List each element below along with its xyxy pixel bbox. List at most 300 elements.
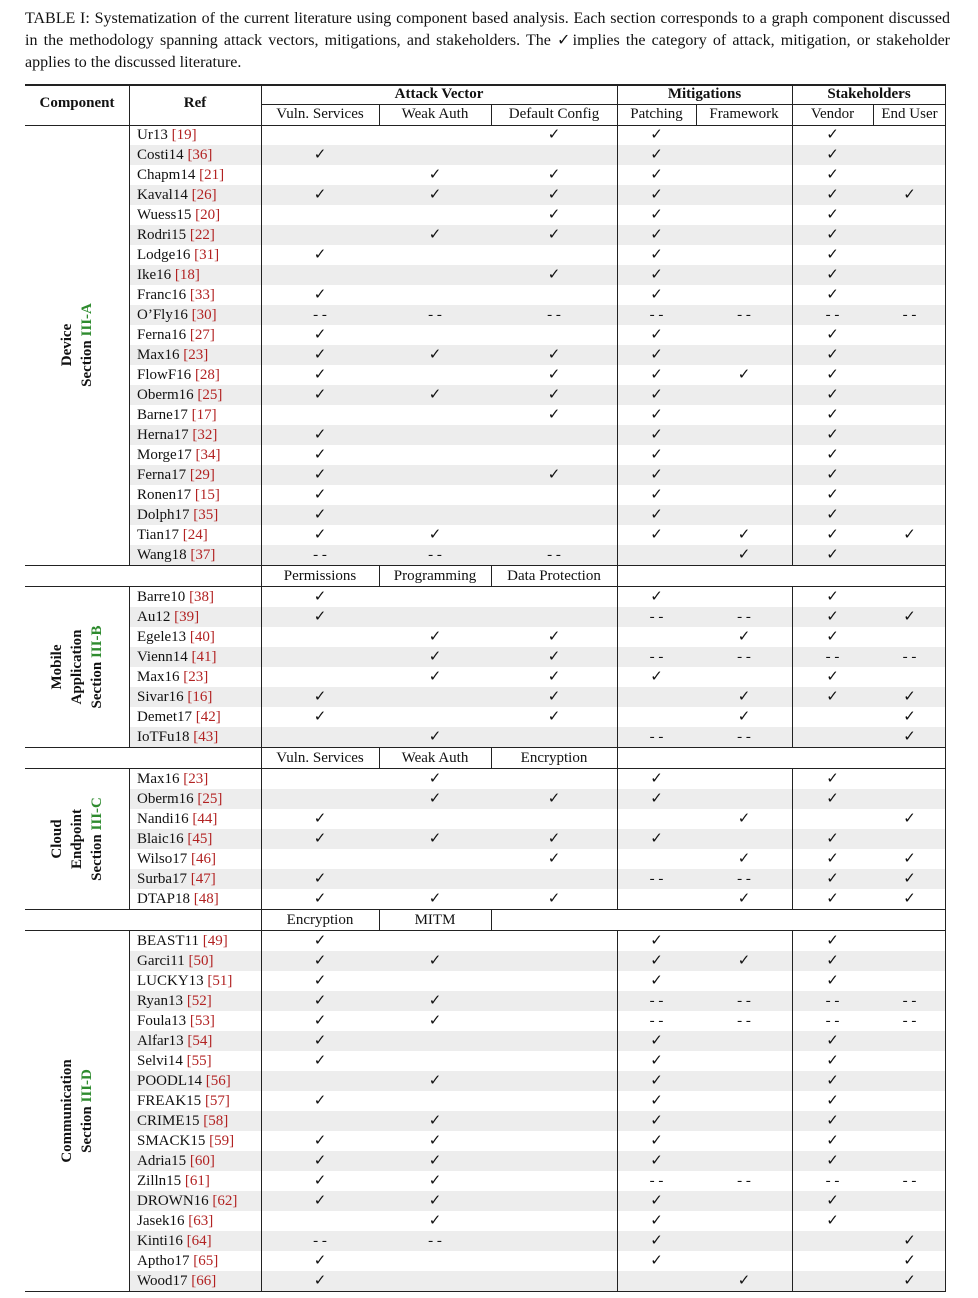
citation-link[interactable]: [23]: [183, 347, 209, 363]
check-mark: ✓: [826, 407, 839, 423]
check-mark: ✓: [313, 1253, 327, 1269]
check-mark: ✓: [650, 347, 663, 363]
citation-link[interactable]: [48]: [193, 891, 219, 907]
component-name: [57, 1059, 97, 1162]
na-mark: - -: [737, 1173, 751, 1189]
check-mark: ✓: [313, 1033, 327, 1049]
citation-link[interactable]: [26]: [191, 187, 217, 203]
ref-cell: [137, 869, 216, 889]
check-mark: ✓: [547, 649, 561, 665]
citation-link[interactable]: [45]: [187, 831, 213, 847]
check-mark: ✓: [650, 467, 663, 483]
citation-link[interactable]: [50]: [188, 953, 214, 969]
na-mark: - -: [825, 649, 840, 665]
ref-cell: [137, 647, 217, 667]
ref-cell: [137, 687, 212, 707]
citation-link[interactable]: [35]: [193, 507, 219, 523]
ref-name: Alfar13: [137, 1033, 184, 1049]
ref-name: Max16: [137, 669, 180, 685]
citation-link[interactable]: [40]: [189, 629, 215, 645]
check-mark: ✓: [547, 467, 561, 483]
ref-cell: [137, 445, 220, 465]
check-mark: ✓: [737, 527, 751, 543]
citation-link[interactable]: [63]: [188, 1213, 214, 1229]
ref-cell: [137, 465, 215, 485]
na-mark: - -: [649, 1013, 664, 1029]
na-mark: - -: [313, 307, 327, 323]
attack-col-header: MITM: [414, 912, 456, 928]
check-mark: ✓: [903, 187, 916, 203]
ref-name: Jasek16: [137, 1213, 185, 1229]
check-mark: ✓: [547, 689, 561, 705]
citation-link[interactable]: [27]: [189, 327, 215, 343]
na-mark: - -: [902, 1013, 917, 1029]
citation-link[interactable]: [41]: [191, 649, 217, 665]
check-mark: ✓: [547, 831, 561, 847]
citation-link[interactable]: [66]: [191, 1273, 217, 1289]
ref-cell: [137, 1051, 212, 1071]
check-mark: ✓: [903, 1273, 916, 1289]
citation-link[interactable]: [21]: [199, 167, 225, 183]
check-mark: ✓: [650, 167, 663, 183]
check-mark: ✓: [737, 811, 751, 827]
check-mark: ✓: [313, 973, 327, 989]
check-mark: ✓: [650, 247, 663, 263]
ref-cell: [137, 345, 208, 365]
ref-cell: [137, 225, 215, 245]
ref-cell: [137, 1071, 231, 1091]
ref-name: SMACK15: [137, 1133, 206, 1149]
citation-link[interactable]: [22]: [189, 227, 215, 243]
check-mark: ✓: [826, 933, 839, 949]
ref-name: Ur13: [137, 127, 168, 143]
check-mark: ✓: [826, 527, 839, 543]
citation-link[interactable]: [20]: [195, 207, 221, 223]
citation-link[interactable]: [42]: [195, 709, 221, 725]
ref-cell: [137, 1091, 230, 1111]
citation-link[interactable]: [25]: [197, 791, 223, 807]
citation-link[interactable]: [28]: [194, 367, 220, 383]
check-mark: ✓: [428, 669, 442, 685]
check-mark: ✓: [826, 891, 839, 907]
citation-link[interactable]: [29]: [189, 467, 215, 483]
row-stripe: [129, 1271, 946, 1291]
attack-col-header: Encryption: [520, 750, 588, 766]
citation-link[interactable]: [61]: [184, 1173, 210, 1189]
check-mark: ✓: [547, 709, 561, 725]
ref-cell: [137, 405, 217, 425]
check-mark: ✓: [313, 953, 327, 969]
ref-cell: [137, 165, 224, 185]
ref-cell: [137, 789, 222, 809]
row-stripe: [129, 1231, 946, 1251]
ref-name: Wilso17: [137, 851, 188, 867]
citation-link[interactable]: [49]: [202, 933, 228, 949]
component-line: Device: [59, 323, 75, 367]
check-mark: ✓: [650, 1053, 663, 1069]
ref-cell: [137, 1251, 218, 1271]
ref-cell: [137, 485, 220, 505]
check-mark: ✓: [650, 407, 663, 423]
ref-cell: [137, 245, 219, 265]
check-mark: ✓: [826, 1133, 839, 1149]
check-mark: ✓: [826, 187, 839, 203]
ref-name: LUCKY13: [137, 973, 204, 989]
check-mark: ✓: [826, 467, 839, 483]
column-rule: [617, 931, 618, 1291]
ref-cell: [137, 587, 214, 607]
ref-cell: [137, 809, 217, 829]
check-mark: ✓: [313, 367, 327, 383]
citation-link[interactable]: [59]: [209, 1133, 235, 1149]
check-mark: ✓: [313, 831, 327, 847]
na-mark: - -: [737, 993, 751, 1009]
column-rule: [792, 125, 793, 565]
ref-cell: [137, 185, 217, 205]
citation-link[interactable]: [18]: [174, 267, 200, 283]
column-rule: [379, 104, 380, 125]
check-mark: ✓: [903, 851, 916, 867]
citation-link[interactable]: [33]: [189, 287, 215, 303]
citation-link[interactable]: [60]: [189, 1153, 215, 1169]
citation-link[interactable]: [64]: [186, 1233, 212, 1249]
check-mark: ✓: [428, 1153, 442, 1169]
check-mark: ✓: [547, 187, 561, 203]
column-rule: [261, 84, 262, 125]
check-mark: ✓: [428, 167, 442, 183]
check-mark: ✓: [826, 347, 839, 363]
attack-col-header: Encryption: [286, 912, 354, 928]
citation-link[interactable]: [43]: [193, 729, 219, 745]
ref-name: Barre10: [137, 589, 186, 605]
check-mark: ✓: [428, 387, 442, 403]
column-rule: [873, 104, 874, 125]
check-mark: ✓: [428, 791, 442, 807]
attack-col-header: Default Config: [508, 106, 600, 122]
check-mark: ✓: [826, 387, 839, 403]
component-label: [25, 125, 129, 565]
check-mark: ✓: [826, 207, 839, 223]
na-mark: - -: [428, 307, 442, 323]
ref-cell: [137, 1111, 228, 1131]
component-line: Endpoint: [69, 808, 85, 870]
attack-col-header: Vuln. Services: [276, 106, 364, 122]
check-mark: ✓: [428, 227, 442, 243]
citation-link[interactable]: [39]: [174, 609, 200, 625]
ref-name: Wang18: [137, 547, 187, 563]
check-mark: ✓: [428, 1133, 442, 1149]
attack-col-header: Data Protection: [507, 568, 601, 584]
na-mark: - -: [737, 649, 751, 665]
section-ref-link[interactable]: III-B: [89, 625, 105, 659]
check-mark: ✓: [547, 367, 561, 383]
column-rule: [792, 931, 793, 1291]
ref-cell: [137, 889, 219, 909]
check-mark: ✓: [650, 1113, 663, 1129]
check-mark: ✓: [313, 347, 327, 363]
attack-col-header: Vuln. Services: [276, 750, 364, 766]
ref-name: DTAP18: [137, 891, 190, 907]
ref-name: Selvi14: [137, 1053, 183, 1069]
citation-link[interactable]: [15]: [194, 487, 220, 503]
citation-link[interactable]: [47]: [190, 871, 216, 887]
check-mark: ✓: [650, 427, 663, 443]
component-line: Section III-A: [79, 303, 95, 387]
check-mark: ✓: [826, 167, 839, 183]
ref-name: Franc16: [137, 287, 187, 303]
stakeholders-header: Stakeholders: [827, 86, 911, 102]
ref-name: O’Fly16: [137, 307, 188, 323]
citation-link[interactable]: [58]: [203, 1113, 229, 1129]
ref-cell: [137, 265, 200, 285]
column-rule: [945, 84, 946, 1291]
ref-name: Blaic16: [137, 831, 184, 847]
check-mark: ✓: [547, 669, 561, 685]
section-ref-link[interactable]: III-D: [79, 1069, 95, 1103]
check-mark: ✓: [650, 1133, 663, 1149]
citation-link[interactable]: [38]: [189, 589, 215, 605]
na-mark: - -: [547, 307, 561, 323]
ref-cell: [137, 707, 221, 727]
citation-link[interactable]: [65]: [193, 1253, 219, 1269]
check-mark: ✓: [903, 811, 916, 827]
check-mark: ✓: [650, 387, 663, 403]
ref-name: Kaval14: [137, 187, 188, 203]
check-mark: ✓: [650, 973, 663, 989]
ref-name: Garci11: [137, 953, 185, 969]
column-rule: [129, 125, 130, 565]
ref-cell: [137, 991, 212, 1011]
citation-link[interactable]: [37]: [190, 547, 216, 563]
component-header: Component: [39, 95, 115, 111]
check-mark: ✓: [650, 207, 663, 223]
na-mark: - -: [547, 547, 561, 563]
citation-link[interactable]: [31]: [194, 247, 220, 263]
ref-name: Sivar16: [137, 689, 184, 705]
na-mark: - -: [649, 729, 664, 745]
ref-name: Ferna16: [137, 327, 187, 343]
citation-link[interactable]: [17]: [191, 407, 217, 423]
check-mark: ✓: [826, 831, 839, 847]
citation-link[interactable]: [57]: [204, 1093, 230, 1109]
check-mark: ✓: [650, 1073, 663, 1089]
check-mark: ✓: [313, 891, 327, 907]
stakeholder-col-header: Vendor: [810, 106, 855, 122]
check-mark: ✓: [313, 487, 327, 503]
check-mark: ✓: [650, 187, 663, 203]
ref-name: POODL14: [137, 1073, 203, 1089]
citation-link[interactable]: [52]: [186, 993, 212, 1009]
citation-link[interactable]: [51]: [207, 973, 233, 989]
check-mark: ✓: [826, 547, 839, 563]
ref-name: Lodge16: [137, 247, 191, 263]
check-mark: ✓: [650, 507, 663, 523]
ref-cell: [137, 971, 232, 991]
check-mark: ✓: [826, 1213, 839, 1229]
check-mark: ✓: [428, 527, 442, 543]
citation-link[interactable]: [56]: [205, 1073, 231, 1089]
citation-link[interactable]: [25]: [197, 387, 223, 403]
column-rule: [379, 566, 380, 586]
check-mark: ✓: [903, 709, 916, 725]
citation-link[interactable]: [36]: [187, 147, 213, 163]
component-name: [47, 626, 107, 709]
ref-name: Ike16: [137, 267, 172, 283]
na-mark: - -: [902, 993, 917, 1009]
citation-link[interactable]: [44]: [192, 811, 218, 827]
citation-link[interactable]: [24]: [182, 527, 208, 543]
na-mark: - -: [649, 1173, 664, 1189]
check-mark: ✓: [826, 227, 839, 243]
check-mark: ✓: [428, 649, 442, 665]
column-rule: [491, 104, 492, 125]
section-ref-link[interactable]: III-A: [79, 303, 95, 337]
check-mark: ✓: [650, 933, 663, 949]
ref-cell: [137, 1171, 210, 1191]
ref-cell: [137, 505, 218, 525]
check-mark: ✓: [428, 1113, 442, 1129]
ref-name: Au12: [137, 609, 171, 625]
citation-link[interactable]: [53]: [189, 1013, 215, 1029]
column-rule: [617, 84, 618, 125]
check-mark: ✓: [650, 831, 663, 847]
citation-link[interactable]: [55]: [186, 1053, 212, 1069]
na-mark: - -: [737, 729, 751, 745]
citation-link[interactable]: [54]: [187, 1033, 213, 1049]
column-rule: [379, 748, 380, 768]
citation-link[interactable]: [19]: [171, 127, 197, 143]
citation-link[interactable]: [16]: [187, 689, 213, 705]
check-mark: ✓: [428, 953, 442, 969]
ref-cell: [137, 1211, 213, 1231]
section-ref-link[interactable]: III-C: [89, 797, 105, 831]
check-mark: ✓: [313, 287, 327, 303]
check-mark: ✓: [903, 609, 916, 625]
check-mark: ✓: [428, 1213, 442, 1229]
column-rule: [379, 910, 380, 930]
check-mark: ✓: [428, 831, 442, 847]
ref-name: Egele13: [137, 629, 187, 645]
check-mark: ✓: [826, 1153, 839, 1169]
ref-name: Oberm16: [137, 387, 194, 403]
na-mark: - -: [649, 307, 664, 323]
ref-header: Ref: [183, 95, 207, 111]
component-name: [47, 797, 107, 881]
check-mark: ✓: [903, 891, 916, 907]
column-rule: [261, 566, 262, 586]
check-mark: ✓: [313, 1093, 327, 1109]
check-mark: ✓: [903, 1233, 916, 1249]
component-line: Section III-D: [79, 1069, 95, 1153]
check-mark: ✓: [547, 227, 561, 243]
ref-cell: [137, 365, 220, 385]
check-mark: ✓: [428, 729, 442, 745]
check-mark: ✓: [313, 1193, 327, 1209]
column-rule: [617, 587, 618, 747]
check-mark: ✓: [313, 327, 327, 343]
mitigation-col-header: Framework: [709, 106, 779, 122]
citation-link[interactable]: [23]: [183, 771, 209, 787]
check-mark: ✓: [547, 407, 561, 423]
check-mark: ✓: [650, 287, 663, 303]
ref-cell: [137, 951, 214, 971]
check-mark: ✓: [650, 953, 663, 969]
column-rule: [792, 84, 793, 125]
component-line: Application: [69, 629, 85, 705]
check-mark: ✓: [313, 709, 327, 725]
na-mark: - -: [649, 993, 664, 1009]
ref-cell: [137, 1031, 212, 1051]
check-mark: ✓: [903, 871, 916, 887]
ref-cell: [137, 931, 228, 951]
ref-name: Wood17: [137, 1273, 188, 1289]
check-mark: ✓: [826, 127, 839, 143]
check-mark: ✓: [313, 1133, 327, 1149]
na-mark: - -: [902, 307, 917, 323]
check-mark: ✓: [547, 127, 561, 143]
citation-link[interactable]: [34]: [195, 447, 221, 463]
column-rule: [792, 587, 793, 747]
component-line: Cloud: [49, 819, 65, 859]
attack-col-header: Weak Auth: [401, 106, 469, 122]
check-mark: ✓: [826, 287, 839, 303]
ref-name: IoTFu18: [137, 729, 190, 745]
check-mark: ✓: [313, 689, 327, 705]
attack-col-header: Weak Auth: [401, 750, 469, 766]
citation-link[interactable]: [46]: [190, 851, 216, 867]
ref-cell: [137, 727, 218, 747]
check-mark: ✓: [650, 1033, 663, 1049]
column-rule: [261, 931, 262, 1291]
ref-cell: [137, 425, 217, 445]
check-mark: ✓: [826, 267, 839, 283]
citation-link[interactable]: [32]: [192, 427, 218, 443]
check-mark: ✓: [826, 507, 839, 523]
ref-name: Herna17: [137, 427, 189, 443]
check-mark: ✓: [547, 207, 561, 223]
na-mark: - -: [737, 609, 751, 625]
check-mark: ✓: [826, 791, 839, 807]
component-line: Section III-C: [89, 797, 105, 881]
check-mark: ✓: [737, 629, 751, 645]
check-mark: ✓: [313, 447, 327, 463]
check-mark: ✓: [826, 771, 839, 787]
check-mark: ✓: [313, 1013, 327, 1029]
check-mark: ✓: [826, 629, 839, 645]
component-label: [25, 931, 129, 1291]
column-rule: [129, 84, 130, 125]
citation-link[interactable]: [30]: [191, 307, 217, 323]
ref-cell: [137, 145, 212, 165]
check-mark: ✓: [313, 427, 327, 443]
na-mark: - -: [825, 1173, 840, 1189]
na-mark: - -: [649, 871, 664, 887]
check-mark: ✓: [428, 1073, 442, 1089]
check-mark: ✓: [737, 547, 751, 563]
check-mark: ✓: [313, 871, 327, 887]
ref-cell: [137, 1131, 234, 1151]
na-mark: - -: [825, 307, 840, 323]
check-mark: ✓: [428, 347, 442, 363]
component-line: Communication: [59, 1059, 75, 1163]
attack-col-header: Permissions: [283, 568, 357, 584]
na-mark: - -: [649, 609, 664, 625]
ref-cell: [137, 305, 217, 325]
check-mark: ✓: [650, 327, 663, 343]
citation-link[interactable]: [23]: [183, 669, 209, 685]
citation-link[interactable]: [62]: [212, 1193, 238, 1209]
check-mark: ✓: [428, 771, 442, 787]
